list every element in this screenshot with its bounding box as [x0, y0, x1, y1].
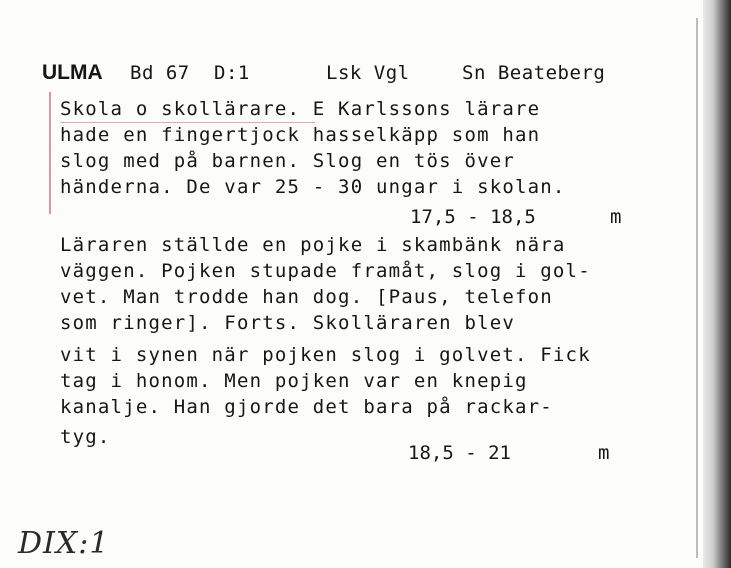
archive-name: ULMA — [42, 61, 103, 84]
text-line-8: som ringer]. Forts. Skolläraren blev — [60, 312, 516, 334]
text-line-10: tag i honom. Men pojken var en knepig — [60, 370, 528, 392]
text-line-6: väggen. Pojken stupade framåt, slog i gol- — [60, 260, 591, 282]
text-line-3: slog med på barnen. Slog en tös över — [60, 150, 516, 172]
margin-mark — [49, 92, 51, 214]
section-label: D:1 — [214, 62, 250, 84]
timestamp-range-1: 17,5 - 18,5 — [410, 206, 536, 228]
handwritten-signature: DIX:1 — [18, 526, 110, 561]
text-line-7: vet. Man trodde han dog. [Paus, telefon — [60, 286, 553, 308]
text-line-2: hade en fingertjock hasselkäpp som han — [60, 124, 541, 146]
card-edge-line — [696, 18, 698, 558]
parish-label: Sn Beateberg — [462, 62, 606, 84]
text-line-4: händerna. De var 25 - 30 ungar i skolan. — [60, 176, 566, 198]
text-line-12: tyg. — [60, 426, 111, 448]
region-label: Lsk Vgl — [326, 62, 410, 84]
timestamp-unit-1: m — [610, 206, 622, 228]
card-edge-shadow — [703, 0, 731, 568]
text-line-11: kanalje. Han gjorde det bara på rackar- — [60, 396, 553, 418]
timestamp-unit-2: m — [598, 442, 610, 464]
timestamp-range-2: 18,5 - 21 — [408, 442, 511, 464]
text-line-9: vit i synen när pojken slog i golvet. Fick — [60, 344, 591, 366]
text-line-1: Skola o skollärare. E Karlssons lärare — [60, 98, 541, 120]
text-line-5: Läraren ställde en pojke i skambänk nära — [60, 234, 566, 256]
volume-label: Bd 67 — [130, 62, 190, 84]
